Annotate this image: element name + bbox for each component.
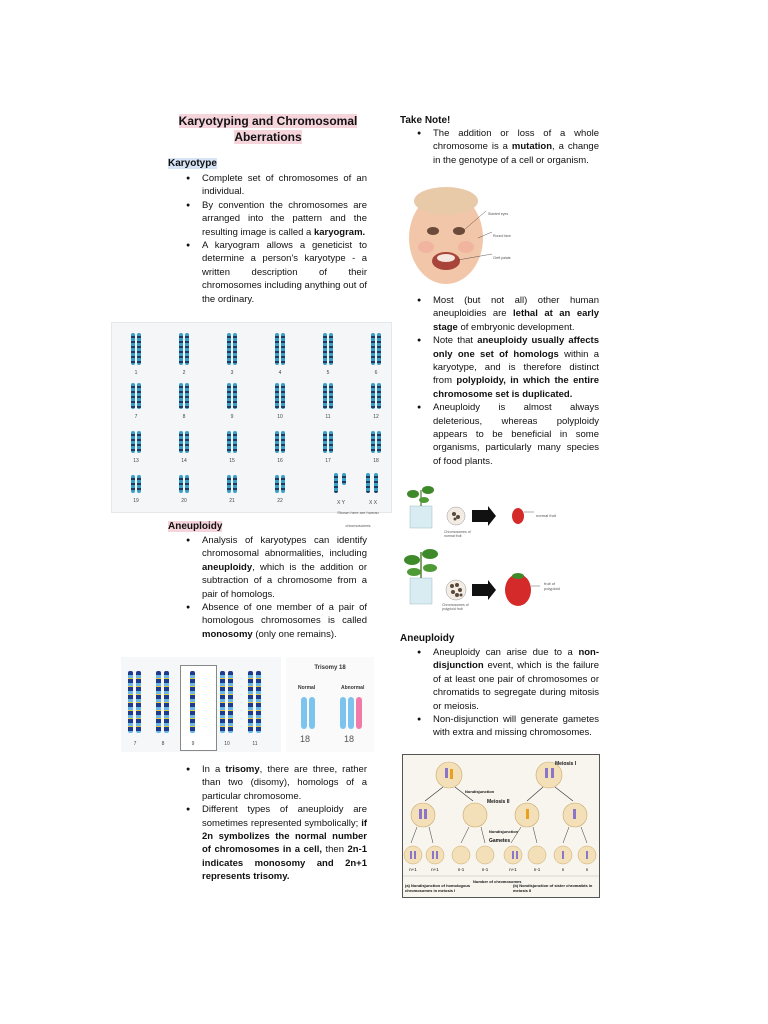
- polyploid-fruit-image: [400, 482, 566, 618]
- chromosome: [136, 671, 141, 733]
- list-item: ● The addition or loss of a whole chromosome is a mutation, a change in the genotype of a cell or organism.: [433, 127, 599, 167]
- chromosome: [131, 333, 135, 365]
- list-item: ● By convention the chromosomes are arranged into the pattern and the resulting image is called a karyogram.: [202, 199, 367, 239]
- chromosome-number: 18: [373, 458, 379, 464]
- chromosome-number: 8: [161, 741, 165, 747]
- chromosome: [275, 431, 279, 453]
- chromosome-number: 8: [182, 414, 186, 420]
- chromosome: [275, 475, 279, 493]
- chromosome-number: 3: [230, 370, 234, 376]
- abnormal-chromosome: [340, 697, 346, 729]
- chromosome-number: 16: [277, 458, 283, 464]
- gamete-count-label: n-1: [457, 867, 465, 872]
- page-title: [170, 113, 366, 145]
- chromosome: [281, 333, 285, 365]
- monosomy-image: [121, 657, 281, 752]
- chromosome: [179, 475, 183, 493]
- gamete-count-label: n+1: [409, 867, 417, 872]
- chromosome: [137, 475, 141, 493]
- gamete-count-label: n-1: [481, 867, 489, 872]
- list-item: ● Aneuploidy can arise due to a non-disjunction event, which is the failure of at least one pair of chromosomes or chromatids to segregate during mitosis or meiosis.: [433, 646, 599, 713]
- normal-number: 18: [300, 734, 311, 744]
- chromosome: [137, 333, 141, 365]
- chromosome: [137, 431, 141, 453]
- gamete-count-label: n: [585, 867, 589, 872]
- chromosome: [179, 333, 183, 365]
- chromosome: [371, 383, 375, 409]
- chromosome-number: 17: [325, 458, 331, 464]
- caption-a: (a) Nondisjunction of homologous chromosomes in meiosis I: [405, 883, 471, 893]
- chromosome: [281, 383, 285, 409]
- normal-chromosome: [301, 697, 307, 729]
- chromosome: [371, 431, 375, 453]
- chromosome: [248, 671, 253, 733]
- title-line-2: Aberrations: [234, 130, 302, 144]
- meiosis-nondisjunction-image: [402, 754, 600, 898]
- chromosome: [220, 671, 225, 733]
- list-item: ● Non-disjunction will generate gametes with extra and missing chromosomes.: [433, 713, 599, 740]
- chromosome: [329, 333, 333, 365]
- list-item: ● Different types of aneuploidy are sometimes represented symbolically; if 2n symbolizes the normal number of chromosomes in a cell, then 2n-1 indicates monosomy and 2n+1 represents trisomy.: [202, 803, 367, 883]
- chromosome-number: 11: [325, 414, 331, 420]
- chromosome-number: 10: [224, 741, 230, 747]
- chromosome-number: 10: [277, 414, 283, 420]
- chromosome-number: 7: [133, 741, 137, 747]
- chromosome-number: 15: [229, 458, 235, 464]
- title-line-1: Karyotyping and Chromosomal: [178, 114, 358, 128]
- normal-label: Normal: [298, 685, 316, 691]
- sex-chromosome: [374, 473, 378, 493]
- chromosome-number: 12: [373, 414, 379, 420]
- list-item: ● A karyogram allows a geneticist to determine a person's karyotype - a written description of their chromosomes including anything out of the ordinary.: [202, 239, 367, 306]
- abnormal-chromosome: [348, 697, 354, 729]
- chromosome: [275, 333, 279, 365]
- chromosome: [131, 383, 135, 409]
- karyotype-list: [202, 172, 367, 306]
- label-chrom-normal: Chromosomes of normal fruit: [444, 530, 471, 538]
- caption-b: (b) Nondisjunction of sister chromatids in meiosis II: [513, 883, 593, 893]
- chromosome: [233, 475, 237, 493]
- aneuploidy-heading-left: Aneuploidy: [168, 521, 223, 532]
- chromosome-number: 21: [229, 498, 235, 504]
- gamete-count-label: n+1: [509, 867, 517, 872]
- trisomy-18-image: [286, 657, 374, 752]
- label-cleft-palate: Cleft palate: [493, 256, 511, 260]
- gamete-count-label: n+1: [431, 867, 439, 872]
- label-normal-fruit: normal fruit: [536, 513, 557, 518]
- chromosome: [377, 333, 381, 365]
- sex-chromosome: [342, 473, 346, 485]
- meiosis-i-label: Meiosis I: [555, 761, 577, 767]
- chromosome-number: 6: [374, 370, 378, 376]
- chromosome-number: 20: [181, 498, 187, 504]
- chromosome: [179, 431, 183, 453]
- label-fruit-polyploid: fruit of polyploid: [544, 581, 560, 591]
- chromosome: [371, 333, 375, 365]
- chromosome-number: 4: [278, 370, 282, 376]
- chromosome: [233, 431, 237, 453]
- gametes-label: Gametes: [489, 838, 511, 844]
- chromosome-number: 19: [133, 498, 139, 504]
- abnormal-label: Abnormal: [341, 685, 365, 691]
- chromosome: [131, 431, 135, 453]
- sex-chromosome-label: X Y: [337, 500, 345, 506]
- list-item: ● Absence of one member of a pair of homologous chromosomes is called monosomy (only one remains).: [202, 601, 367, 641]
- aneuploidy-heading-right: Aneuploidy: [400, 633, 455, 644]
- gamete-count-label: n: [561, 867, 565, 872]
- chromosome: [227, 333, 231, 365]
- sex-chromosome-label: X X: [368, 500, 378, 506]
- chromosome-number: 9: [191, 741, 195, 747]
- chromosome: [233, 383, 237, 409]
- list-item: ● Complete set of chromosomes of an individual.: [202, 172, 367, 199]
- chromosome-number: 22: [277, 498, 283, 504]
- karyotype-heading: Karyotype: [168, 158, 217, 169]
- list-item: ● In a trisomy, there are three, rather than two (disomy), homologs of a particular chromosome.: [202, 763, 367, 803]
- chromosome: [185, 383, 189, 409]
- chromosome: [323, 383, 327, 409]
- chromosome-number: 1: [134, 370, 138, 376]
- list-item: ● Aneuploidy is almost always deleterious, whereas polyploidy appears to be beneficial in some organisms, particularly many species of food plants.: [433, 401, 599, 468]
- chromosome: [233, 333, 237, 365]
- chromosome: [227, 383, 231, 409]
- aneuploidy-list-right: [433, 646, 599, 740]
- chromosome: [256, 671, 261, 733]
- extra-chromosome: [356, 697, 362, 729]
- chromosome: [323, 431, 327, 453]
- chromosome: [281, 475, 285, 493]
- trisomy-list: [202, 763, 367, 884]
- chromosome-number: 9: [230, 414, 234, 420]
- chromosome-number: 7: [134, 414, 138, 420]
- chromosome-number: 11: [252, 741, 258, 747]
- chromosome-number: 13: [133, 458, 139, 464]
- aneuploidy-list-left: [202, 534, 367, 641]
- chromosome: [281, 431, 285, 453]
- trisomy-title: Trisomy 18: [314, 665, 346, 671]
- sex-chromosome: [366, 473, 370, 493]
- chromosome: [156, 671, 161, 733]
- chromosome: [329, 383, 333, 409]
- chromosome: [137, 383, 141, 409]
- chromosome: [329, 431, 333, 453]
- down-syndrome-photo: [406, 183, 516, 291]
- list-item: ● Note that aneuploidy usually affects only one set of homologs within a karyotype, and is therefore distinct from polyploidy, in which the entire chromosome set is duplicated.: [433, 334, 599, 401]
- take-note-list-2: [433, 294, 599, 468]
- number-label: Number of chromosomes: [473, 879, 522, 884]
- plant-illustration: [400, 482, 566, 618]
- chromosome: [185, 475, 189, 493]
- chromosome: [377, 431, 381, 453]
- chromosome: [179, 383, 183, 409]
- abnormal-number: 18: [344, 734, 355, 744]
- take-note-list-1: [433, 127, 599, 167]
- chromosome: [228, 671, 233, 733]
- chromosome: [227, 475, 231, 493]
- chromosome-number: 14: [181, 458, 187, 464]
- take-note-heading: Take Note!: [400, 115, 451, 126]
- chromosome: [185, 431, 189, 453]
- chromosome-number: 5: [326, 370, 330, 376]
- karyogram-caption: Shown here are human chromosomes: [337, 510, 379, 529]
- chromosome: [185, 333, 189, 365]
- nondisjunction-label-1: Nondisjunction: [465, 789, 495, 794]
- nondisjunction-label-2: Nondisjunction: [489, 829, 519, 834]
- chromosome: [227, 431, 231, 453]
- chromosome: [128, 671, 133, 733]
- chromosome: [190, 671, 195, 733]
- list-item: ● Most (but not all) other human aneuploidies are lethal at an early stage of embryonic development.: [433, 294, 599, 334]
- chromosome: [164, 671, 169, 733]
- chromosome: [323, 333, 327, 365]
- normal-chromosome: [309, 697, 315, 729]
- chromosome: [377, 383, 381, 409]
- label-chrom-polyploid: Chromosomes of polyploid fruit: [442, 603, 469, 611]
- gamete-count-label: n-1: [533, 867, 541, 872]
- label-slanted-eyes: Slanted eyes: [488, 212, 509, 216]
- sex-chromosome: [334, 473, 338, 493]
- chromosome-number: 2: [182, 370, 186, 376]
- chromosome: [131, 475, 135, 493]
- label-round-face: Round face: [493, 234, 511, 238]
- list-item: ● Analysis of karyotypes can identify chromosomal abnormalities, including aneuploidy, which is the addition or subtraction of a chromosome from a pair of homologs.: [202, 534, 367, 601]
- chromosome: [275, 383, 279, 409]
- meiosis-ii-label: Meiosis II: [487, 799, 510, 805]
